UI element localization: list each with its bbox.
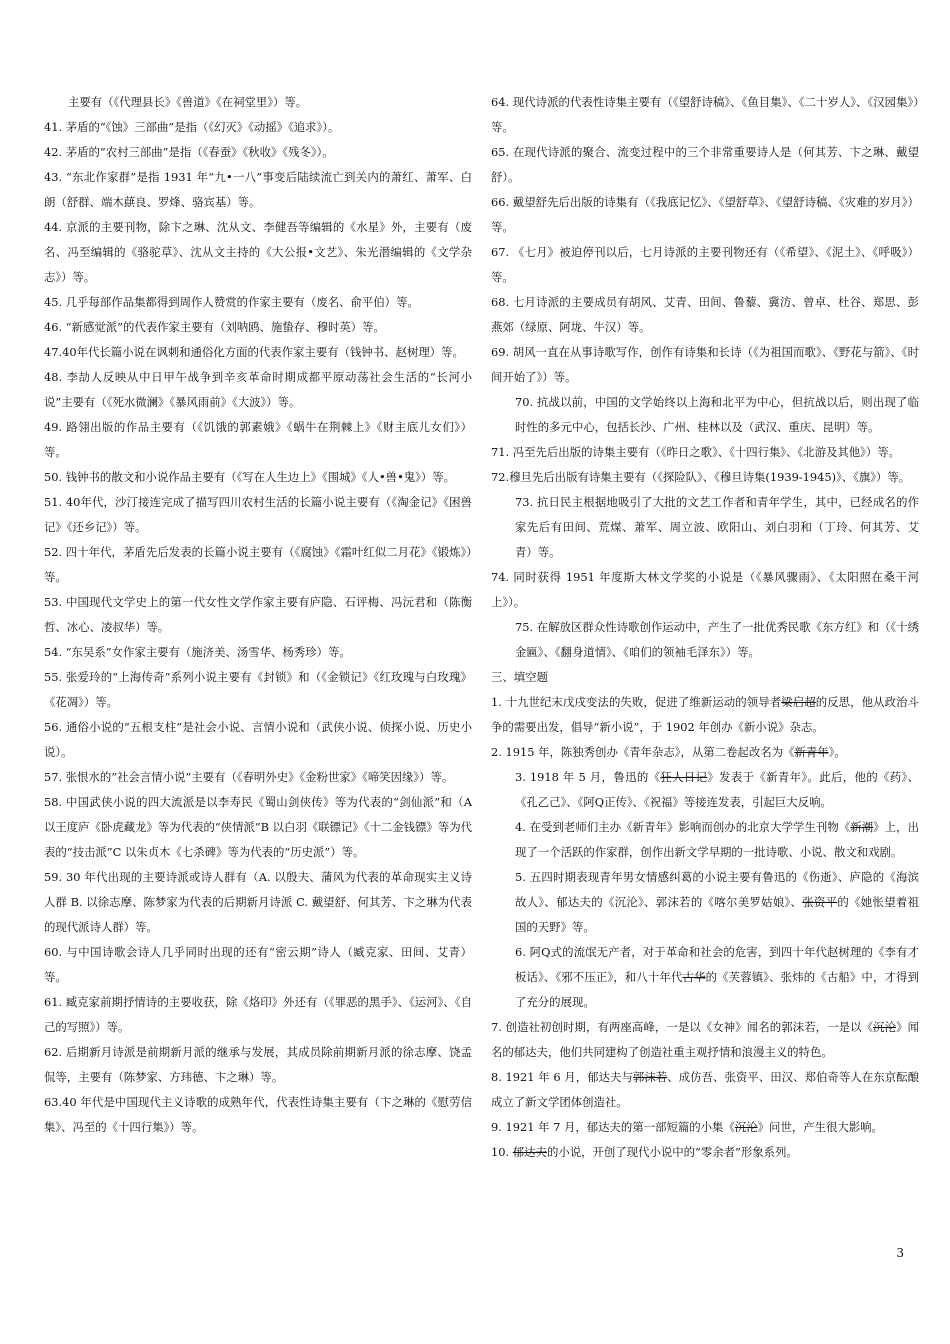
left-column [44,90,472,1140]
struck-answer: 梁启超 [781,695,816,709]
list-item: 71. 冯至先后出版的诗集主要有（《昨日之歌》、《十四行集》、《北游及其他》）等。 [491,445,900,459]
list-item: 67. 《七月》被迫停刊以后，七月诗派的主要刊物还有（《希望》、《泥土》、《呼吸》）等。 [491,245,919,284]
list-item: 51. 40年代，沙汀接连完成了描写四川农村生活的长篇小说主要有（《淘金记》《困兽记》《还乡记》）等。 [44,495,472,534]
item-text: 1. 十九世纪末戊戌变法的失败，促进了维新运动的领导者 [491,695,782,709]
item-text: 》发表于《新青年》。此后，他的《药》、《孔乙己》、《阿Q正传》、《祝福》等接连发表，引起巨大反响。 [515,770,919,809]
list-item: 61. 臧克家前期抒情诗的主要收获，除《烙印》外还有（《罪恶的黑手》、《运河》、《自己的写照》）等。 [44,995,472,1034]
list-item: 46. “新感觉派”的代表作家主要有（刘呐鸥、施蛰存、穆时英）等。 [44,320,385,334]
list-item: 47.40年代长篇小说在讽刺和通俗化方面的代表作家主要有（钱钟书、赵树理）等。 [44,345,464,359]
page-number: 3 [896,1246,904,1260]
list-item [491,1140,919,1165]
item-text: 10. [491,1145,513,1159]
list-item: 73. 抗日民主根据地吸引了大批的文艺工作者和青年学生，其中，已经成名的作家先后有田间、荒煤、萧军、周立波、欧阳山、刘白羽和（丁玲、何其芳、艾青）等。 [515,495,919,559]
item-text: 的反思，他从政治斗争的需要出发，倡导“新小说”，于 1902 年创办《新小说》杂志。 [491,695,919,734]
list-item: 60. 与中国诗歌会诗人几乎同时出现的还有“密云期”诗人（臧克家、田间、艾青）等。 [44,945,472,984]
item-text: 4. 在受到老师们主办《新青年》影响而创办的北京大学学生刊物《 [515,820,851,834]
struck-answer: 沉沦 [873,1020,897,1034]
list-item: 72.穆旦先后出版有诗集主要有（《探险队》、《穆旦诗集(1939-1945)》、《旗》）等。 [491,470,911,484]
item-text: 3. 1918 年 5 月，鲁迅的《 [515,770,661,784]
struck-answer: 郭沫若 [632,1070,668,1084]
list-item [491,690,919,740]
struck-answer: 张资平 [802,895,838,909]
list-item: 52. 四十年代，茅盾先后发表的长篇小说主要有（《腐蚀》《霜叶红似二月花》《锻炼》）等。 [44,545,472,584]
list-item [491,1115,919,1140]
struck-answer: 沉沦 [734,1120,758,1134]
item-text: 6. 阿Q式的流氓无产者，对于革命和社会的危害，到四十年代赵树理的《李有才板话》、《邪不压正》，和八十年代 [515,945,919,984]
item-text: 》上，出现了一个活跃的作家群，创作出新文学早期的一批诗歌、小说、散文和戏剧。 [515,820,919,859]
struck-answer: 狂人日记 [660,770,708,784]
list-item: 42. 茅盾的“农村三部曲”是指（《春蚕》《秋收》《残冬》）。 [44,145,334,159]
item-text: 、成仿吾、张资平、田汉、郑伯奇等人在东京酝酿成立了新文学团体创造社。 [491,1070,919,1109]
item-text: 的小说，开创了现代小说中的“零余者”形象系列。 [546,1145,798,1159]
list-item: 54. “东吴系”女作家主要有（施济美、汤雪华、杨秀珍）等。 [44,645,351,659]
list-item [491,1065,919,1115]
list-item: 主要有（《代理县长》《兽道》《在祠堂里》）等。 [68,95,308,109]
list-item: 65. 在现代诗派的聚合、流变过程中的三个非常重要诗人是（何其芳、卞之琳、戴望舒）。 [491,145,919,184]
item-text: 7. 创造社初创时期，有两座高峰，一是以《女神》闻名的郭沫若，一是以《 [491,1020,874,1034]
right-column [491,90,919,1165]
list-item [491,765,919,815]
struck-answer: 新潮 [850,820,874,834]
list-item: 69. 胡风一直在从事诗歌写作，创作有诗集和长诗（《为祖国而歌》、《野花与箭》、《时间开始了》）等。 [491,345,919,384]
list-item: 41. 茅盾的“《蚀》三部曲”是指（《幻灭》《动摇》《追求》）。 [44,120,340,134]
list-item: 55. 张爱玲的“上海传奇”系列小说主要有《封锁》和（《金锁记》《红玫瑰与白玫瑰》《花凋》）等。 [44,670,472,709]
list-item: 56. 通俗小说的“五根支柱”是社会小说、言情小说和（武侠小说、侦探小说、历史小说）。 [44,720,472,759]
list-item: 43. “东北作家群”是指 1931 年“九•一八”事变后陆续流亡到关内的萧红、萧军、白朗（舒群、端木蕻良、罗烽、骆宾基）等。 [44,170,472,209]
struck-answer: 郁达夫 [512,1145,547,1159]
item-text: 》闻名的郁达夫，他们共同建构了创造社重主观抒情和浪漫主义的特色。 [491,1020,919,1059]
list-item [491,1015,919,1065]
list-item: 64. 现代诗派的代表性诗集主要有（《望舒诗稿》、《鱼目集》、《二十岁人》、《汉园集》）等。 [491,95,919,134]
item-text: 5. 五四时期表现青年男女情感纠葛的小说主要有鲁迅的《伤逝》、庐隐的《海滨故人》、郁达夫的《沉沦》、郭沫若的《喀尔美罗姑娘》、 [515,870,919,909]
list-item: 68. 七月诗派的主要成员有胡风、艾青、田间、鲁藜、冀汸、曾卓、杜谷、郑思、彭燕郊（绿原、阿垅、牛汉）等。 [491,295,919,334]
list-item: 44. 京派的主要刊物，除卞之琳、沈从文、李健吾等编辑的《水星》外，主要有（废名、冯至编辑的《骆驼草》、沈从文主持的《大公报•文艺》、朱光潜编辑的《文学杂志》）等。 [44,220,472,284]
list-item: 62. 后期新月诗派是前期新月派的继承与发展，其成员除前期新月派的徐志摩、饶孟侃等，主要有（陈梦家、方玮德、卞之琳）等。 [44,1045,472,1084]
item-text: 》问世，产生很大影响。 [757,1120,883,1134]
list-item: 70. 抗战以前，中国的文学始终以上海和北平为中心，但抗战以后，则出现了临时性的多元中心，包括长沙、广州、桂林以及（武汉、重庆、昆明）等。 [515,395,919,434]
list-item [491,740,919,765]
list-item: 48. 李劼人反映从中日甲午战争到辛亥革命时期成都平原动荡社会生活的“长河小说”主要有（《死水微澜》《暴风雨前》《大波》）等。 [44,370,472,409]
list-item: 66. 戴望舒先后出版的诗集有（《我底记忆》、《望舒草》、《望舒诗稿、《灾难的岁月》）等。 [491,195,919,234]
list-item [491,940,919,1015]
list-item: 53. 中国现代文学史上的第一代女性文学作家主要有庐隐、石评梅、冯沅君和（陈衡哲、冰心、凌叔华）等。 [44,595,472,634]
item-text: 8. 1921 年 6 月，郁达夫与 [491,1070,633,1084]
struck-answer: 古华 [682,970,706,984]
item-text: 的《她怅望着祖国的天野》等。 [515,895,919,934]
list-item: 50. 钱钟书的散文和小说作品主要有（《写在人生边上》《围城》《人•兽•鬼》）等。 [44,470,456,484]
section-heading: 三、填空题 [491,670,548,684]
list-item: 74. 同时获得 1951 年度斯大林文学奖的小说是（《暴风骤雨》、《太阳照在桑干河上》）。 [491,570,919,609]
list-item: 59. 30 年代出现的主要诗派或诗人群有（A. 以殷夫、蒲风为代表的革命现实主义诗人群 B. 以徐志摩、陈梦家为代表的后期新月诗派 C. 戴望舒、何其芳、卞之琳为代表的现代派诗人群）等。 [44,870,472,934]
struck-answer: 新青年 [794,745,829,759]
list-item: 75. 在解放区群众性诗歌创作运动中，产生了一批优秀民歌《东方红》和（《十绣金匾》、《翻身道情》、《咱们的领袖毛泽东》）等。 [515,620,919,659]
item-text: 2. 1915 年，陈独秀创办《青年杂志》，从第二卷起改名为《 [491,745,795,759]
item-text: 9. 1921 年 7 月，郁达夫的第一部短篇的小集《 [491,1120,735,1134]
list-item [491,865,919,940]
item-text: 》。 [828,745,846,759]
list-item: 58. 中国武侠小说的四大流派是以李寿民《蜀山剑侠传》等为代表的“剑仙派”和（A 以王度庐《卧虎藏龙》等为代表的“侠情派”B 以白羽《联镖记》《十二金钱镖》等为代表的“技击派”C 以朱贞木《七杀碑》等为代表的“历史派”）等。 [44,795,473,859]
list-item: 45. 几乎每部作品集都得到周作人赞赏的作家主要有（废名、俞平伯）等。 [44,295,419,309]
list-item [491,815,919,865]
list-item: 63.40 年代是中国现代主义诗歌的成熟年代，代表性诗集主要有（卞之琳的《慰劳信集》、冯至的《十四行集》）等。 [44,1095,472,1134]
list-item: 57. 张恨水的“社会言情小说”主要有（《春明外史》《金粉世家》《啼笑因缘》）等。 [44,770,454,784]
item-text: 的《芙蓉镇》、张炜的《古船》中，才得到了充分的展现。 [515,970,919,1009]
list-item: 49. 路翎出版的作品主要有（《饥饿的郭素娥》《蜗牛在荆棘上》《财主底儿女们》）等。 [44,420,472,459]
